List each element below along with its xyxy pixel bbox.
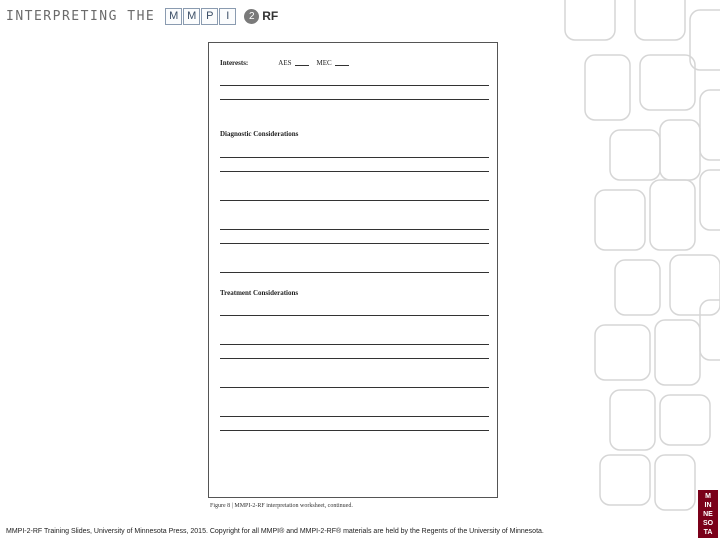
logo-line: M <box>705 492 711 500</box>
header-suffix: RF <box>262 9 279 23</box>
treatment-line <box>220 387 489 388</box>
header-number-badge: 2 <box>244 9 259 24</box>
treatment-line <box>220 430 489 431</box>
diagnostic-line <box>220 157 489 158</box>
logo-line: SO <box>702 519 714 527</box>
university-logo <box>698 490 718 538</box>
logo-line: NE <box>703 510 713 518</box>
diagnostic-title: Diagnostic Considerations <box>220 130 299 138</box>
diagnostic-line <box>220 200 489 201</box>
treatment-line <box>220 315 489 316</box>
mec-label: MEC <box>316 59 332 67</box>
interests-row <box>220 59 489 67</box>
interests-line <box>220 99 489 100</box>
treatment-line <box>220 358 489 359</box>
treatment-title: Treatment Considerations <box>220 289 299 297</box>
logo-line: IN <box>704 501 712 509</box>
header-prefix: INTERPRETING THE <box>6 8 156 24</box>
mec-blank <box>335 59 349 66</box>
aes-blank <box>295 59 309 66</box>
copyright-footer: MMPI-2-RF Training Slides, University of Minnesota Press, 2015. Copyright for all MMPI® and MMPI-2-RF® materials are held by the Regents of the University of Minnesota. <box>6 528 544 535</box>
header-letter-i: I <box>219 8 236 25</box>
diagnostic-line <box>220 272 489 273</box>
header-letter-m2: M <box>183 8 200 25</box>
treatment-line <box>220 344 489 345</box>
worksheet-page <box>208 42 498 498</box>
interests-label: Interests: <box>220 59 249 67</box>
interests-line <box>220 85 489 86</box>
header-letter-p: P <box>201 8 218 25</box>
diagnostic-line <box>220 229 489 230</box>
diagnostic-line <box>220 243 489 244</box>
figure-caption: Figure 8 | MMPI-2-RF interpretation worksheet, continued. <box>210 503 353 509</box>
diagnostic-line <box>220 171 489 172</box>
aes-label: AES <box>278 59 292 67</box>
header-letter-m1: M <box>165 8 182 25</box>
treatment-line <box>220 416 489 417</box>
logo-line: TA <box>703 528 713 536</box>
